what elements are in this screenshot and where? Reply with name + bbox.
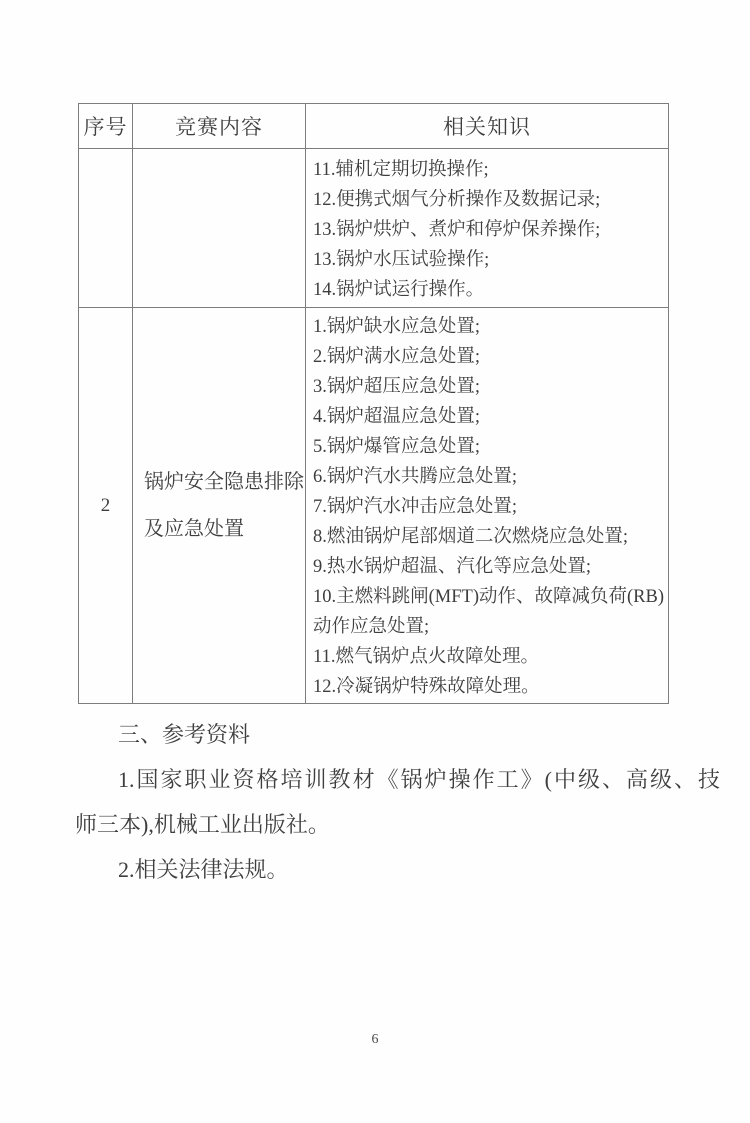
knowledge-item: 9.热水锅炉超温、汽化等应急处置; [313, 557, 592, 577]
knowledge-item: 5.锅炉爆管应急处置; [313, 437, 481, 457]
knowledge-item: 13.锅炉水压试验操作; [313, 250, 490, 270]
section-title: 三、参考资料 [118, 722, 251, 747]
page-number: 6 [371, 1032, 379, 1047]
row1-knowledge-cell [306, 149, 669, 308]
knowledge-list [313, 155, 668, 305]
knowledge-item: 13.锅炉烘炉、煮炉和停炉保养操作; [313, 220, 601, 240]
knowledge-item: 8.燃油锅炉尾部烟道二次燃烧应急处置; [313, 527, 629, 547]
knowledge-item: 11.燃气锅炉点火故障处理。 [313, 647, 539, 667]
knowledge-item: 14.锅炉试运行操作。 [313, 280, 485, 300]
knowledge-item: 2.锅炉满水应急处置; [313, 347, 481, 367]
row1-content-cell [133, 149, 306, 308]
knowledge-item: 12.冷凝锅炉特殊故障处理。 [313, 677, 540, 697]
table-row [79, 149, 669, 308]
knowledge-item: 12.便携式烟气分析操作及数据记录; [313, 190, 601, 210]
paragraph-line: 1.国家职业资格培训教材《锅炉操作工》(中级、高级、技 [118, 767, 720, 792]
knowledge-item: 11.辅机定期切换操作; [313, 160, 489, 180]
row2-index-cell: 2 [79, 308, 133, 704]
knowledge-item: 10.主燃料跳闸(MFT)动作、故障减负荷(RB)动作应急处置; [313, 587, 664, 637]
col-header-knowledge: 相关知识 [306, 104, 669, 149]
paragraph-line: 2.相关法律法规。 [118, 857, 289, 882]
knowledge-item: 3.锅炉超压应急处置; [313, 377, 481, 397]
reference-section [75, 712, 720, 892]
table-header-row [79, 104, 669, 149]
col-header-index: 序号 [79, 104, 133, 149]
knowledge-list [313, 312, 668, 702]
paragraph-line: 师三本),机械工业出版社。 [75, 812, 330, 837]
competition-table [78, 103, 669, 704]
knowledge-item: 4.锅炉超温应急处置; [313, 407, 481, 427]
row2-knowledge-cell [306, 308, 669, 704]
row2-content-cell: 锅炉安全隐患排除及应急处置 [133, 308, 306, 704]
table-row [79, 308, 669, 704]
knowledge-item: 1.锅炉缺水应急处置; [313, 317, 481, 337]
row1-index-cell [79, 149, 133, 308]
col-header-content: 竞赛内容 [133, 104, 306, 149]
knowledge-item: 6.锅炉汽水共腾应急处置; [313, 467, 518, 487]
knowledge-item: 7.锅炉汽水冲击应急处置; [313, 497, 518, 517]
